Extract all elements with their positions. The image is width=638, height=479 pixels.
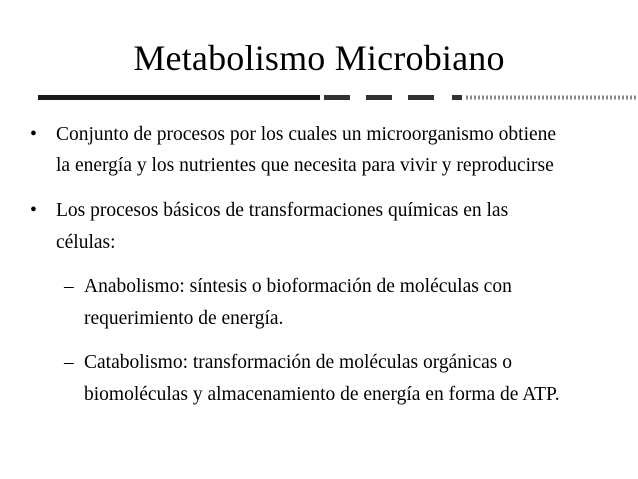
sub-bullet-marker: – — [64, 276, 74, 297]
slide-title: Metabolismo Microbiano — [133, 38, 505, 78]
sub-item-1-line-2: requerimiento de energía. — [84, 308, 284, 329]
bullet-1-line-2: la energía y los nutrientes que necesita para vivir y reproducirse — [56, 155, 554, 176]
bullet-1-line-1: Conjunto de procesos por los cuales un microorganismo obtiene — [56, 124, 557, 145]
bullet-2-line-1: Los procesos básicos de transformaciones químicas en las — [56, 200, 509, 221]
bullet-marker: • — [30, 200, 37, 221]
sub-bullet-marker: – — [64, 352, 74, 373]
sub-item-2-line-1: Catabolismo: transformación de moléculas orgánicas o — [84, 352, 512, 373]
bullet-marker: • — [30, 124, 37, 145]
bullet-2-line-2: células: — [56, 232, 116, 253]
sub-item-1-line-1: Anabolismo: síntesis o bioformación de moléculas con — [84, 276, 512, 297]
sub-item-2-line-2: biomoléculas y almacenamiento de energía en forma de ATP. — [84, 384, 560, 405]
